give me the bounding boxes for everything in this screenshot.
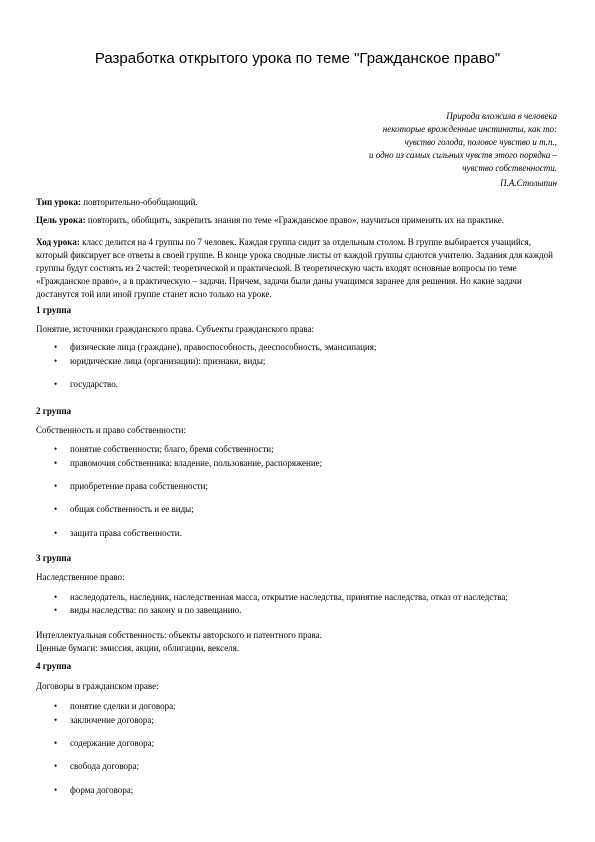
list-item: • правомочия собственника: владение, пользование, распоряжение; <box>70 457 565 469</box>
group-intro: Наследственное право: <box>36 572 125 582</box>
lesson-course-text: класс делится на 4 группы по 7 человек. Каждая группа сидит за отдельным столом. В группе выбирается учащийся, который фиксирует все ответы в своей группе. В конце урока сводные листы от каждой группы сдаются учителю. Задания для каждой группы будут состоять из 2 частей: теоретической и практической. В теоретическую часть входят основные вопросы по теме «Гражданское право», а в практическую – задачи. Причем, задачи были даны учащимся заранее для решения. Но какие задачи достанутся той или иной группе станет ясно только на уроке. <box>36 237 553 299</box>
list-item: • государство. <box>70 378 565 390</box>
list-item: • приобретение права собственности; <box>70 480 565 492</box>
epigraph-line: и одно из самых сильных чувств этого порядка – <box>368 150 557 160</box>
group-heading: 4 группа <box>36 661 72 671</box>
group-intro: Понятие, источники гражданского права. Субъекты гражданского права: <box>36 324 315 334</box>
group-intro: Договоры в гражданском праве: <box>36 681 159 691</box>
epigraph-line: чувство голода, половое чувство и т.п., <box>404 137 557 147</box>
list-item: • заключение договора; <box>70 714 565 726</box>
list-item: • юридические лица (организации): признаки, виды; <box>70 355 565 367</box>
list-item: • содержание договора; <box>70 737 565 749</box>
epigraph <box>369 110 557 175</box>
list-item: • физические лица (граждане), правоспособность, дееспособность, эмансипация; <box>70 341 565 353</box>
lesson-goal-label: Цель урока: <box>36 215 86 225</box>
list-item: • наследодатель, наследник, наследственная масса, открытие наследства, принятие наследства, отказ от наследства; <box>70 591 565 603</box>
lesson-type-text: повторительно-обобщающий. <box>80 197 198 207</box>
epigraph-line: чувство собственности. <box>462 163 557 173</box>
list-item: • свобода договора; <box>70 760 565 772</box>
group-note: Ценные бумаги: эмиссия, акции, облигации, векселя. <box>36 643 240 653</box>
lesson-type-label: Тип урока: <box>36 197 81 207</box>
group-heading: 2 группа <box>36 406 72 416</box>
group-heading: 1 группа <box>36 305 72 315</box>
list-item: • понятие собственности; благо, бремя собственности; <box>70 443 565 455</box>
group-intro: Собственность и право собственности: <box>36 425 186 435</box>
lesson-goal-text: повторить, обобщить, закрепить знания по теме «Гражданское право», научиться применять их на практике. <box>85 215 504 225</box>
lesson-goal <box>36 214 561 227</box>
group-note: Интеллектуальная собственность: объекты авторского и патентного права. <box>36 630 322 640</box>
list-item: • форма договора; <box>70 784 565 796</box>
group-heading: 3 группа <box>36 553 72 563</box>
list-item: • виды наследства: по закону и по завещанию. <box>70 604 565 616</box>
epigraph-author: П.А.Столыпин <box>500 178 557 188</box>
lesson-course <box>36 236 561 301</box>
list-item: • общая собственность и ее виды; <box>70 503 565 515</box>
epigraph-line: некоторые врожденные инстинкты, как то: <box>382 124 557 134</box>
lesson-course-label: Ход урока: <box>36 237 80 247</box>
list-item: • защита права собственности. <box>70 527 565 539</box>
document-title: Разработка открытого урока по теме "Гражданское право" <box>94 50 501 67</box>
lesson-type <box>36 196 561 209</box>
epigraph-line: Природа вложила в человека <box>446 111 557 121</box>
list-item: • понятие сделки и договора; <box>70 700 565 712</box>
